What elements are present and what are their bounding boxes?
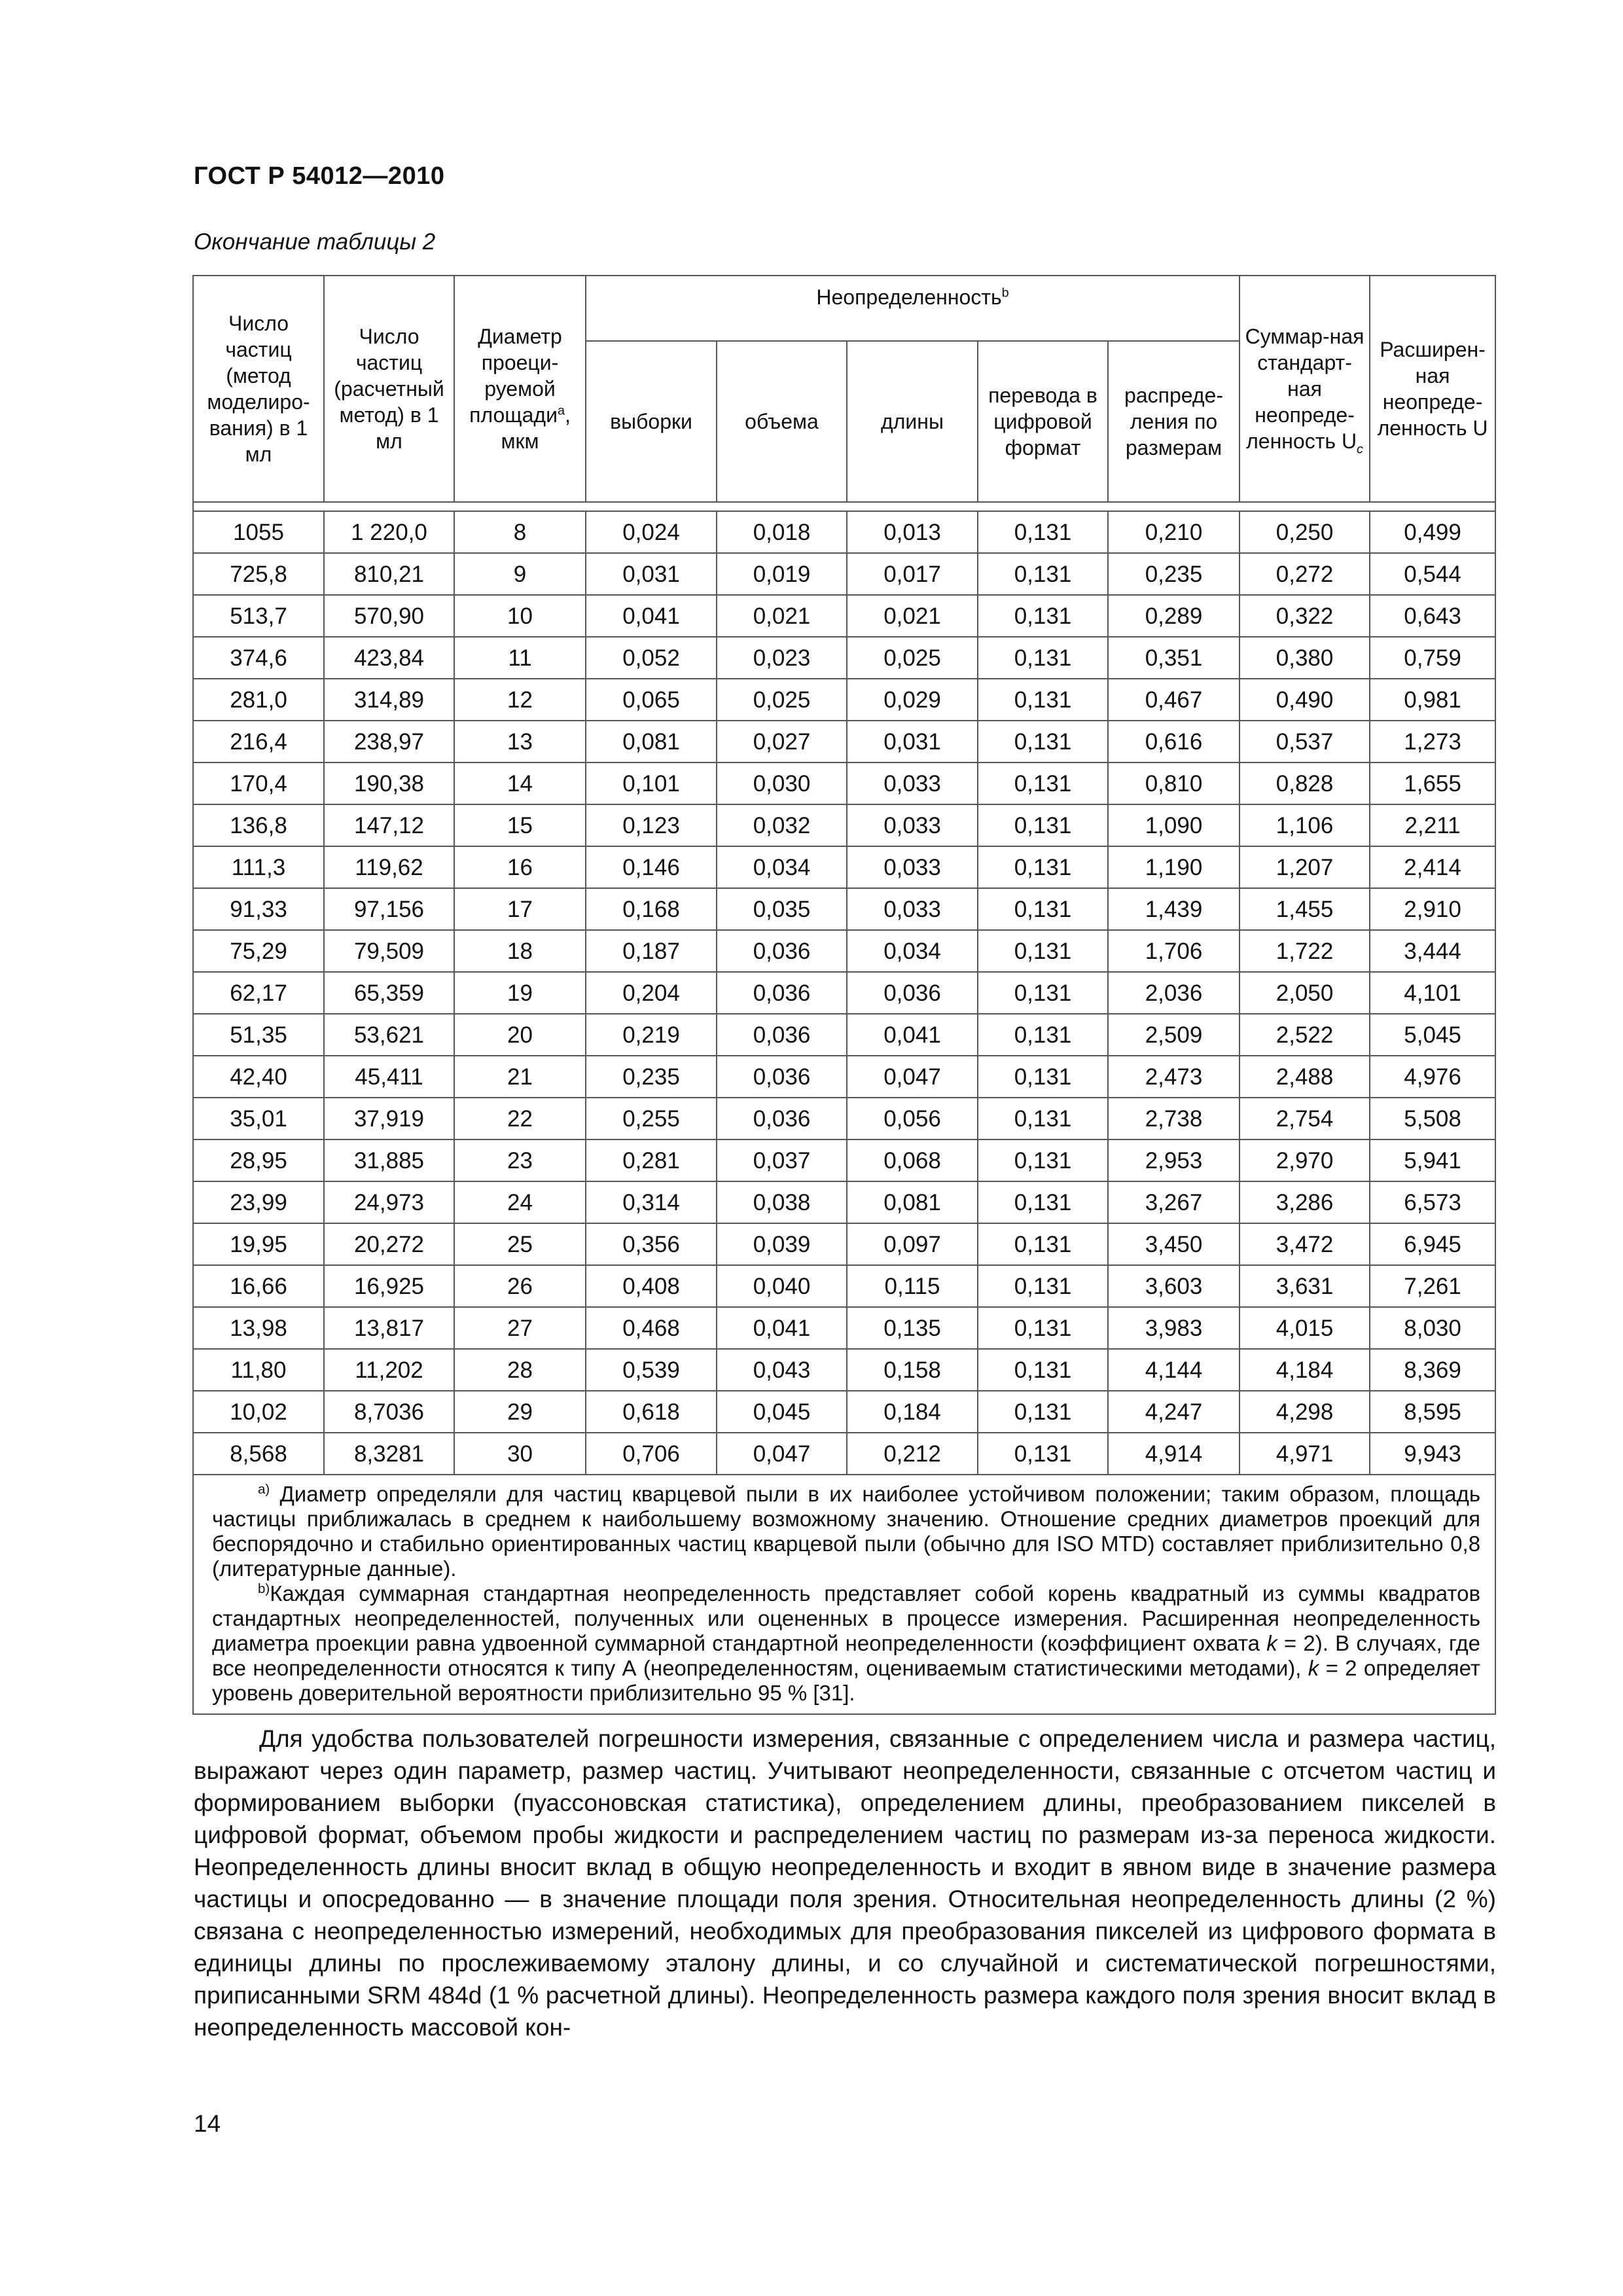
table-cell: 0,250 (1240, 511, 1370, 553)
table-cell: 111,3 (193, 846, 324, 888)
header-total-uncertainty: Суммар-ная стандарт-ная неопреде-ленность $U_c$ (1240, 276, 1370, 502)
table-cell: 20 (454, 1014, 586, 1056)
table-cell: 11,202 (324, 1349, 454, 1391)
table-cell: 0,131 (978, 1433, 1108, 1475)
header-volume: объема (717, 341, 847, 502)
table-row (193, 888, 1495, 930)
table-cell: 2,970 (1240, 1139, 1370, 1181)
table-cell: 0,017 (847, 553, 978, 595)
table-cell: 0,036 (717, 930, 847, 972)
table-cell: 0,828 (1240, 762, 1370, 804)
table-cell: 0,131 (978, 1098, 1108, 1139)
table-cell: 190,38 (324, 762, 454, 804)
table-cell: 0,041 (717, 1307, 847, 1349)
table-cell: 22 (454, 1098, 586, 1139)
table-cell: 2,953 (1108, 1139, 1240, 1181)
table-cell: 0,131 (978, 804, 1108, 846)
table-cell: 20,272 (324, 1223, 454, 1265)
table-row (193, 1391, 1495, 1433)
data-table (192, 275, 1496, 1715)
table-cell: 423,84 (324, 637, 454, 679)
table-row (193, 846, 1495, 888)
table-cell: 3,631 (1240, 1265, 1370, 1307)
table-cell: 29 (454, 1391, 586, 1433)
table-cell: 0,025 (847, 637, 978, 679)
table-cell: 2,414 (1370, 846, 1495, 888)
table-cell: 0,033 (847, 762, 978, 804)
table-cell: 10 (454, 595, 586, 637)
table-cell: 0,539 (586, 1349, 717, 1391)
table-cell: 0,131 (978, 1223, 1108, 1265)
table-cell: 0,643 (1370, 595, 1495, 637)
table-cell: 0,356 (586, 1223, 717, 1265)
table-cell: 0,408 (586, 1265, 717, 1307)
table-cell: 0,037 (717, 1139, 847, 1181)
table-cell: 0,490 (1240, 679, 1370, 721)
table-cell: 0,810 (1108, 762, 1240, 804)
table-cell: 0,146 (586, 846, 717, 888)
page-number: 14 (194, 2110, 221, 2137)
table-cell: 3,444 (1370, 930, 1495, 972)
table-cell: 0,081 (586, 721, 717, 762)
table-cell: 374,6 (193, 637, 324, 679)
table-cell: 26 (454, 1265, 586, 1307)
table-row (193, 1056, 1495, 1098)
table-cell: 0,041 (586, 595, 717, 637)
table-cell: 21 (454, 1056, 586, 1098)
table-cell: 0,040 (717, 1265, 847, 1307)
table-cell: 28,95 (193, 1139, 324, 1181)
table-cell: 4,184 (1240, 1349, 1370, 1391)
table-cell: 0,314 (586, 1181, 717, 1223)
table-cell: 0,019 (717, 553, 847, 595)
table-cell: 0,537 (1240, 721, 1370, 762)
table-cell: 2,522 (1240, 1014, 1370, 1056)
table-row (193, 553, 1495, 595)
table-cell: 0,210 (1108, 511, 1240, 553)
table-cell: 0,043 (717, 1349, 847, 1391)
table-cell: 14 (454, 762, 586, 804)
table-row (193, 679, 1495, 721)
table-row (193, 1014, 1495, 1056)
table-cell: 136,8 (193, 804, 324, 846)
table-cell: 0,131 (978, 1139, 1108, 1181)
table-cell: 0,033 (847, 888, 978, 930)
table-cell: 1,273 (1370, 721, 1495, 762)
table-cell: 1 220,0 (324, 511, 454, 553)
table-cell: 0,131 (978, 553, 1108, 595)
table-row (193, 1265, 1495, 1307)
table-cell: 4,144 (1108, 1349, 1240, 1391)
table-cell: 79,509 (324, 930, 454, 972)
table-cell: 2,473 (1108, 1056, 1240, 1098)
header-model-count: Число частиц (метод моделиро-вания) в 1 мл (193, 276, 324, 502)
table-cell: 0,235 (586, 1056, 717, 1098)
table-cell: 0,027 (717, 721, 847, 762)
table-cell: 1,655 (1370, 762, 1495, 804)
table-cell: 1,706 (1108, 930, 1240, 972)
table-cell: 2,754 (1240, 1098, 1370, 1139)
table-cell: 9,943 (1370, 1433, 1495, 1475)
table-cell: 1,439 (1108, 888, 1240, 930)
table-cell: 65,359 (324, 972, 454, 1014)
table-cell: 0,123 (586, 804, 717, 846)
table-cell: 51,35 (193, 1014, 324, 1056)
table-cell: 3,286 (1240, 1181, 1370, 1223)
table-cell: 31,885 (324, 1139, 454, 1181)
table-cell: 0,322 (1240, 595, 1370, 637)
table-cell: 0,021 (717, 595, 847, 637)
table-row (193, 1307, 1495, 1349)
table-cell: 0,035 (717, 888, 847, 930)
header-calc-count: Число частиц (расчетный метод) в 1 мл (324, 276, 454, 502)
table-cell: 216,4 (193, 721, 324, 762)
table-cell: 12 (454, 679, 586, 721)
table-cell: 2,738 (1108, 1098, 1240, 1139)
table-cell: 16,925 (324, 1265, 454, 1307)
table-cell: 0,032 (717, 804, 847, 846)
table-cell: 3,983 (1108, 1307, 1240, 1349)
table-cell: 0,036 (717, 972, 847, 1014)
table-cell: 0,034 (847, 930, 978, 972)
table-cell: 238,97 (324, 721, 454, 762)
table-cell: 2,488 (1240, 1056, 1370, 1098)
table-cell: 17 (454, 888, 586, 930)
table-cell: 5,941 (1370, 1139, 1495, 1181)
table-footnotes (193, 1475, 1495, 1714)
table-row (193, 1098, 1495, 1139)
table-cell: 0,036 (847, 972, 978, 1014)
table-cell: 0,081 (847, 1181, 978, 1223)
table-cell: 0,131 (978, 721, 1108, 762)
table-cell: 147,12 (324, 804, 454, 846)
table-cell: 4,101 (1370, 972, 1495, 1014)
table-cell: 0,235 (1108, 553, 1240, 595)
table-cell: 0,038 (717, 1181, 847, 1223)
table-cell: 0,131 (978, 1014, 1108, 1056)
table-cell: 8,568 (193, 1433, 324, 1475)
table-cell: 2,910 (1370, 888, 1495, 930)
table-cell: 16,66 (193, 1265, 324, 1307)
table-cell: 11 (454, 637, 586, 679)
table-row (193, 762, 1495, 804)
table-cell: 19 (454, 972, 586, 1014)
table-cell: 0,131 (978, 1181, 1108, 1223)
table-cell: 0,499 (1370, 511, 1495, 553)
table-row (193, 1223, 1495, 1265)
table-cell: 0,068 (847, 1139, 978, 1181)
table-cell: 0,131 (978, 1349, 1108, 1391)
table-cell: 3,450 (1108, 1223, 1240, 1265)
header-expanded-uncertainty: Расширен-ная неопреде-ленность U (1370, 276, 1495, 502)
table-cell: 24,973 (324, 1181, 454, 1223)
table-cell: 0,131 (978, 511, 1108, 553)
table-cell: 4,298 (1240, 1391, 1370, 1433)
table-cell: 3,472 (1240, 1223, 1370, 1265)
table-cell: 0,101 (586, 762, 717, 804)
table-cell: 62,17 (193, 972, 324, 1014)
header-distribution: распреде-ления по размерам (1108, 341, 1240, 502)
body-paragraph: Для удобства пользователей погрешности измерения, связанные с определением числа и размера частиц, выражают через один параметр, размер частиц. Учитывают неопределенности, связанные с отсчетом частиц и формированием выборки (пуассоновская статистика), определением длины, преобразованием пикселей в цифровой формат, объемом пробы жидкости и распределением частиц по размерам из-за переноса жидкости. Неопределенность длины вносит вклад в общую неопределенность и входит в явном виде в значение размера частицы и опосредованно — в значение площади поля зрения. Относительная неопределенность длины (2 %) связана с неопределенностью измерений, необходимых для преобразования пикселей из цифрового формата в единицы длины по прослеживаемому эталону длины, и со случайной и систематической погрешностями, приписанными SRM 484d (1 % расчетной длины). Неопределенность размера каждого поля зрения вносит вклад в неопределенность массовой кон- (194, 1725, 1496, 2041)
table-cell: 0,023 (717, 637, 847, 679)
table-cell: 4,971 (1240, 1433, 1370, 1475)
table-cell: 0,131 (978, 1391, 1108, 1433)
table-cell: 0,204 (586, 972, 717, 1014)
table-cell: 2,036 (1108, 972, 1240, 1014)
table-cell: 9 (454, 553, 586, 595)
table-cell: 0,131 (978, 762, 1108, 804)
table-cell: 0,018 (717, 511, 847, 553)
footnote-a: $^{a)}$ Диаметр определяли для частиц кварцевой пыли в их наиболее устойчивом положении; таким образом, площадь частицы приближалась в среднем к наибольшему возможному значению. Отношение средних диаметров проекций для беспорядочно и стабильно ориентированных частиц кварцевой пыли (обычно для ISO MTD) составляет приблизительно 0,8 (литературные данные). (212, 1482, 1481, 1581)
table-cell: 19,95 (193, 1223, 324, 1265)
table-cell: 0,097 (847, 1223, 978, 1265)
table-cell: 11,80 (193, 1349, 324, 1391)
table-cell: 1,190 (1108, 846, 1240, 888)
table-cell: 0,131 (978, 846, 1108, 888)
table-cell: 4,247 (1108, 1391, 1240, 1433)
document-code: ГОСТ Р 54012—2010 (194, 162, 445, 190)
table-cell: 7,261 (1370, 1265, 1495, 1307)
table-cell: 570,90 (324, 595, 454, 637)
table-cell: 0,351 (1108, 637, 1240, 679)
table-cell: 0,131 (978, 595, 1108, 637)
table-cell: 6,945 (1370, 1223, 1495, 1265)
table-cell: 0,467 (1108, 679, 1240, 721)
table-cell: 119,62 (324, 846, 454, 888)
table-cell: 1,722 (1240, 930, 1370, 972)
table-cell: 45,411 (324, 1056, 454, 1098)
table-cell: 28 (454, 1349, 586, 1391)
table-cell: 13,98 (193, 1307, 324, 1349)
table-cell: 0,184 (847, 1391, 978, 1433)
table-cell: 16 (454, 846, 586, 888)
table-cell: 0,212 (847, 1433, 978, 1475)
table-cell: 0,056 (847, 1098, 978, 1139)
table-cell: 3,267 (1108, 1181, 1240, 1223)
table-cell: 1,455 (1240, 888, 1370, 930)
table-cell: 0,033 (847, 804, 978, 846)
table-cell: 0,131 (978, 1307, 1108, 1349)
table-cell: 4,015 (1240, 1307, 1370, 1349)
table-cell: 0,031 (847, 721, 978, 762)
table-cell: 0,031 (586, 553, 717, 595)
table-cell: 0,131 (978, 637, 1108, 679)
table-cell: 8 (454, 511, 586, 553)
table-cell: 2,211 (1370, 804, 1495, 846)
table-caption: Окончание таблицы 2 (194, 229, 436, 255)
table-cell: 513,7 (193, 595, 324, 637)
table-row (193, 804, 1495, 846)
table-cell: 30 (454, 1433, 586, 1475)
table-cell: 0,036 (717, 1014, 847, 1056)
table-cell: 0,168 (586, 888, 717, 930)
table-cell: 0,131 (978, 972, 1108, 1014)
table-row (193, 1433, 1495, 1475)
table-cell: 0,981 (1370, 679, 1495, 721)
table-cell: 97,156 (324, 888, 454, 930)
table-cell: 0,025 (717, 679, 847, 721)
table-cell: 13,817 (324, 1307, 454, 1349)
table-cell: 0,045 (717, 1391, 847, 1433)
table-cell: 8,030 (1370, 1307, 1495, 1349)
table-cell: 91,33 (193, 888, 324, 930)
table-cell: 8,369 (1370, 1349, 1495, 1391)
table-row (193, 930, 1495, 972)
table-cell: 0,131 (978, 930, 1108, 972)
table-cell: 0,036 (717, 1056, 847, 1098)
table-cell: 0,131 (978, 679, 1108, 721)
table-cell: 0,034 (717, 846, 847, 888)
table-cell: 75,29 (193, 930, 324, 972)
table-cell: 35,01 (193, 1098, 324, 1139)
table-cell: 23 (454, 1139, 586, 1181)
table-cell: 0,131 (978, 888, 1108, 930)
header-uncertainty-group: Неопределенность$^b$ (586, 276, 1240, 341)
table-cell: 0,029 (847, 679, 978, 721)
table-cell: 0,039 (717, 1223, 847, 1265)
table-cell: 0,115 (847, 1265, 978, 1307)
table-cell: 15 (454, 804, 586, 846)
table-cell: 0,272 (1240, 553, 1370, 595)
table-cell: 0,187 (586, 930, 717, 972)
table-cell: 24 (454, 1181, 586, 1223)
table-cell: 2,050 (1240, 972, 1370, 1014)
table-row (193, 972, 1495, 1014)
table-cell: 37,919 (324, 1098, 454, 1139)
table-row (193, 637, 1495, 679)
table-cell: 0,759 (1370, 637, 1495, 679)
table-cell: 8,7036 (324, 1391, 454, 1433)
table-cell: 10,02 (193, 1391, 324, 1433)
table-row (193, 595, 1495, 637)
table-cell: 3,603 (1108, 1265, 1240, 1307)
table-cell: 5,045 (1370, 1014, 1495, 1056)
table-cell: 725,8 (193, 553, 324, 595)
table-cell: 0,219 (586, 1014, 717, 1056)
header-separator (193, 502, 1495, 511)
header-digital: перевода в цифровой формат (978, 341, 1108, 502)
table-cell: 0,618 (586, 1391, 717, 1433)
table-cell: 6,573 (1370, 1181, 1495, 1223)
table-cell: 0,033 (847, 846, 978, 888)
table-cell: 0,468 (586, 1307, 717, 1349)
table-cell: 281,0 (193, 679, 324, 721)
table-cell: 1055 (193, 511, 324, 553)
table-cell: 0,289 (1108, 595, 1240, 637)
table-cell: 0,013 (847, 511, 978, 553)
table-cell: 4,914 (1108, 1433, 1240, 1475)
footnote-b: $^{b)}$Каждая суммарная стандартная неопределенность представляет собой корень квадратный из суммы квадратов стандартных неопределенностей, полученных или оцененных в процессе измерения. Расширенная неопределенность диаметра проекции равна удвоенной суммарной стандартной неопределенности (коэффициент охвата k = 2). В случаях, где все неопределенности относятся к типу А (неопределенностям, оцениваемым статистическими методами), k = 2 определяет уровень доверительной вероятности приблизительно 95 % [31]. (212, 1581, 1481, 1705)
table-cell: 0,065 (586, 679, 717, 721)
table-cell: 0,047 (717, 1433, 847, 1475)
table-cell: 2,509 (1108, 1014, 1240, 1056)
table-row (193, 511, 1495, 553)
table-cell: 0,255 (586, 1098, 717, 1139)
table-row (193, 1349, 1495, 1391)
table-cell: 4,976 (1370, 1056, 1495, 1098)
table-cell: 27 (454, 1307, 586, 1349)
table-cell: 0,158 (847, 1349, 978, 1391)
header-length: длины (847, 341, 978, 502)
table-cell: 0,052 (586, 637, 717, 679)
table-cell: 314,89 (324, 679, 454, 721)
table-cell: 13 (454, 721, 586, 762)
table-cell: 0,544 (1370, 553, 1495, 595)
table-cell: 25 (454, 1223, 586, 1265)
header-sample: выборки (586, 341, 717, 502)
table-cell: 0,030 (717, 762, 847, 804)
table-cell: 5,508 (1370, 1098, 1495, 1139)
table-cell: 1,207 (1240, 846, 1370, 888)
table-cell: 18 (454, 930, 586, 972)
table-row (193, 1139, 1495, 1181)
table-cell: 42,40 (193, 1056, 324, 1098)
table-cell: 0,024 (586, 511, 717, 553)
table-cell: 810,21 (324, 553, 454, 595)
table-cell: 1,090 (1108, 804, 1240, 846)
table-cell: 8,3281 (324, 1433, 454, 1475)
table-cell: 0,380 (1240, 637, 1370, 679)
table-cell: 1,106 (1240, 804, 1370, 846)
table-cell: 0,135 (847, 1307, 978, 1349)
table-cell: 0,131 (978, 1265, 1108, 1307)
table-cell: 0,706 (586, 1433, 717, 1475)
table-cell: 170,4 (193, 762, 324, 804)
table-cell: 8,595 (1370, 1391, 1495, 1433)
table-row (193, 1181, 1495, 1223)
table-cell: 0,036 (717, 1098, 847, 1139)
table-row (193, 721, 1495, 762)
table-cell: 0,041 (847, 1014, 978, 1056)
table-cell: 0,131 (978, 1056, 1108, 1098)
table-cell: 0,616 (1108, 721, 1240, 762)
table-cell: 0,021 (847, 595, 978, 637)
header-diameter: Диаметр проеци-руемой площади$^a$, мкм (454, 276, 586, 502)
table-cell: 23,99 (193, 1181, 324, 1223)
table-cell: 0,281 (586, 1139, 717, 1181)
table-cell: 53,621 (324, 1014, 454, 1056)
table-cell: 0,047 (847, 1056, 978, 1098)
